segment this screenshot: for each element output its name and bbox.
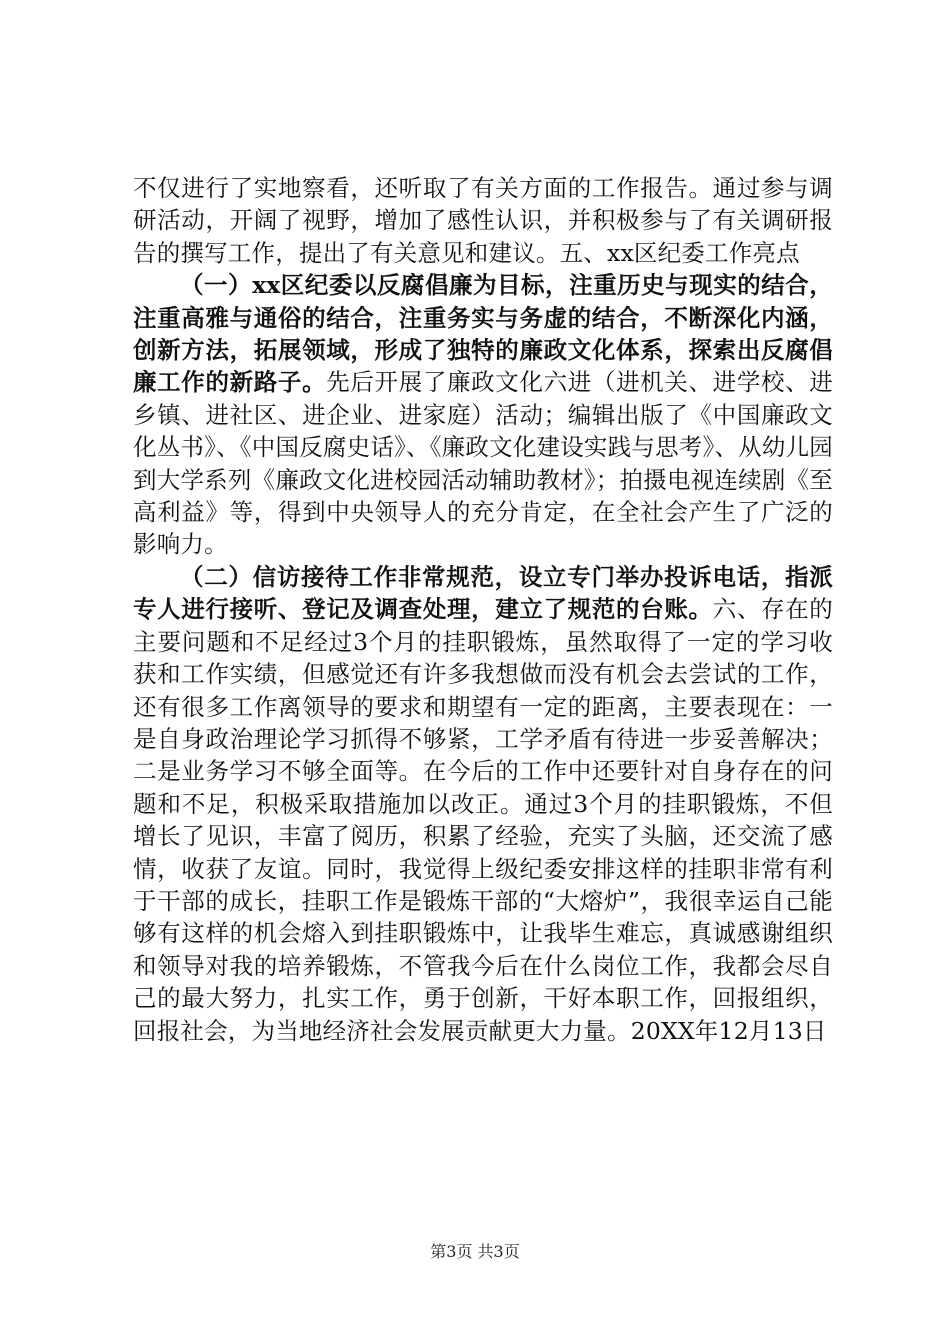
- paragraph-highlight-two: [133, 561, 833, 1047]
- highlight-one-heading: （一）xx区纪委以反腐倡廉为目标，注重历史与现实的结合，注重高雅与通俗的结合，注重务实与务虚的结合，不断深化内涵，创新方法，拓展领域，形成了独特的廉政文化体系，探索出反腐倡廉工作的新路子。: [133, 271, 833, 397]
- highlight-one-body: 先后开展了廉政文化六进（进机关、进学校、进乡镇、进社区、进企业、进家庭）活动；编辑出版了《中国廉政文化丛书》、《中国反腐史话》、《廉政文化建设实践与思考》、从幼儿园到大学系列《廉政文化进校园活动辅助教材》；拍摄电视连续剧《至高利益》等，得到中央领导人的充分肯定，在全社会产生了广泛的影响力。: [133, 368, 833, 559]
- document-body: [133, 172, 833, 1047]
- highlight-two-heading: （二）信访接待工作非常规范，设立专门举办投诉电话，指派专人进行接听、登记及调查处理，建立了规范的台账。: [133, 562, 833, 624]
- paragraph-site-visit: 不仅进行了实地察看，还听取了有关方面的工作报告。通过参与调研活动，开阔了视野，增加了感性认识，并积极参与了有关调研报告的撰写工作，提出了有关意见和建议。五、xx区纪委工作亮点: [133, 174, 833, 267]
- paragraph-highlight-one: [133, 269, 833, 561]
- highlight-two-body: 六、存在的主要问题和不足经过3个月的挂职锻炼，虽然取得了一定的学习收获和工作实绩，但感觉还有许多我想做而没有机会去尝试的工作，还有很多工作离领导的要求和期望有一定的距离，主要表现在：一是自身政治理论学习抓得不够紧，工学矛盾有待进一步妥善解决；二是业务学习不够全面等。在今后的工作中还要针对自身存在的问题和不足，积极采取措施加以改正。通过3个月的挂职锻炼，不但增长了见识，丰富了阅历，积累了经验，充实了头脑，还交流了感情，收获了友谊。同时，我觉得上级纪委安排这样的挂职非常有利于干部的成长，挂职工作是锻炼干部的“大熔炉”，我很幸运自己能够有这样的机会熔入到挂职锻炼中，让我毕生难忘，真诚感谢组织和领导对我的培养锻炼，不管我今后在什么岗位工作，我都会尽自己的最大努力，扎实工作，勇于创新，干好本职工作，回报组织，回报社会，为当地经济社会发展贡献更大力量。20XX年12月13日: [133, 595, 833, 1045]
- page-number-footer: 第3页 共3页: [430, 1242, 520, 1261]
